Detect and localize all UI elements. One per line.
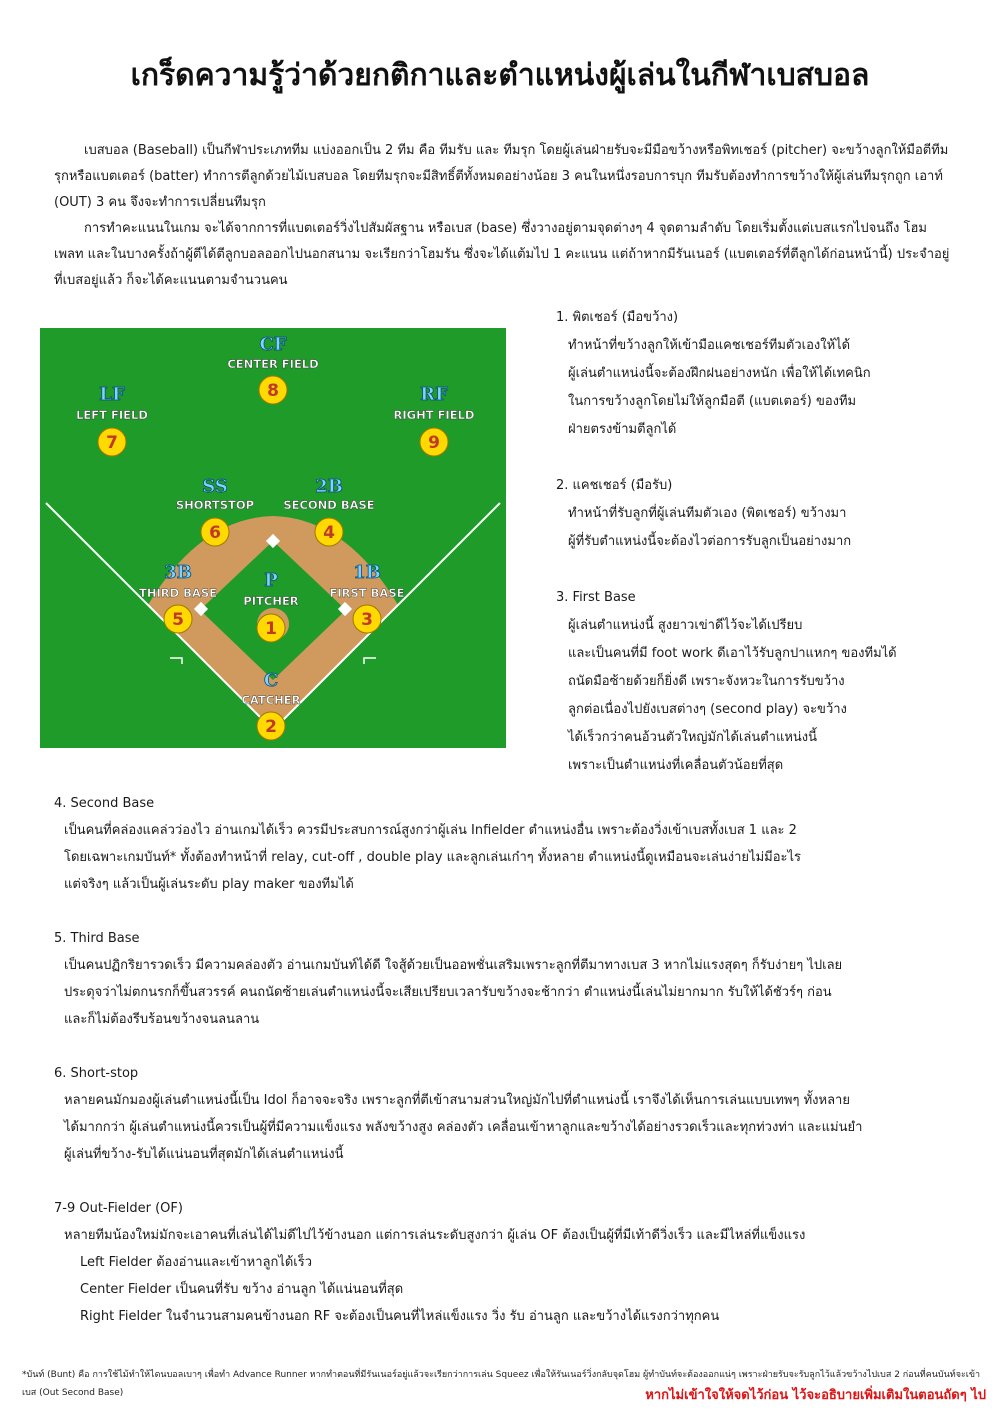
lower-position-sections <box>54 790 954 1357</box>
section-second-base <box>54 790 954 898</box>
position-label: PITCHER <box>243 594 299 608</box>
item-line: ผู้เล่นตำแหน่งนี้ สูงยาวเข่าดีไว้จะได้เปรียบ <box>568 618 803 633</box>
outfield-left: Left Fielder ต้องอ่านและเข้าหาลูกได้เร็ว <box>80 1255 313 1270</box>
footnote: *บันท์ (Bunt) คือ การใช้ไม้ทำให้ไดนบอลเบาๆ เพื่อทำ Advance Runner หากทำตอนที่มีรันเนอร์อยู่แล้วจะเรียกว่าการเล่น Squeez เพื่อให้รันเนอร์วิ่งกลับจุดโฮม ผู้ทำบันท์จะต้องออกแน่ๆ เพราะฝ่ายรับจะรับลูกไว้แล้วขว้างไปเบส 2 ก่อนที่คนบันท์จะเข้าเบส (Out Second Base) <box>22 1370 981 1398</box>
item-line: และเป็นคนที่มี foot work ดีเอาไว้รับลูกปาแหกๆ ของทีมได้ <box>568 646 897 661</box>
section-line: แต่จริงๆ แล้วเป็นผู้เล่นระดับ play maker ของทีมได้ <box>64 877 354 892</box>
position-number: 1 <box>265 619 277 639</box>
section-outfielder <box>54 1195 954 1330</box>
position-item-catcher <box>556 472 976 556</box>
item-line: ลูกต่อเนื่องไปยังเบสต่างๆ (second play) จะขว้าง <box>568 702 847 717</box>
item-line: ในการขว้างลูกโดยไม่ให้ลูกมือตี (แบตเตอร์) ของทีม <box>568 394 857 409</box>
position-abbr: SS <box>202 476 228 497</box>
section-third-base <box>54 925 954 1033</box>
section-line: และก็ไม่ต้องรีบร้อนขว้างจนลนลาน <box>64 1012 260 1027</box>
position-abbr: P <box>264 570 278 591</box>
position-number: 8 <box>267 381 279 401</box>
position-label: CATCHER <box>241 693 301 707</box>
intro-section <box>54 138 954 294</box>
right-position-list <box>556 304 976 808</box>
position-abbr: CF <box>259 334 287 355</box>
item-heading: 1. พิตเชอร์ (มือขว้าง) <box>556 310 679 325</box>
position-number: 9 <box>428 433 440 453</box>
section-heading: 4. Second Base <box>54 796 155 811</box>
position-label: SHORTSTOP <box>175 498 255 512</box>
position-label: FIRST BASE <box>329 586 405 600</box>
section-line: โดยเฉพาะเกมบันท์* ทั้งต้องทำหน้าที่ relay, cut-off , double play และลูกเล่นเก๋าๆ ทั้งหลาย ตำแหน่งนี้ดูเหมือนจะเล่นง่ายไม่มีอะไร <box>64 850 802 865</box>
item-heading: 3. First Base <box>556 590 636 605</box>
outfield-center: Center Fielder เป็นคนที่รับ ขว้าง อ่านลูก ได้แน่นอนที่สุด <box>80 1282 404 1297</box>
outfield-right: Right Fielder ในจำนวนสามคนข้างนอก RF จะต้องเป็นคนที่ไหล่แข็งแรง วิ่ง รับ อ่านลูก และขว้างได้แรงกว่าทุกคน <box>80 1309 720 1324</box>
page-title: เกร็ดความรู้ว่าด้วยกติกาและตำแหน่งผู้เล่นในกีฬาเบสบอล <box>130 58 870 93</box>
position-number: 7 <box>106 433 118 453</box>
section-heading: 6. Short-stop <box>54 1066 139 1081</box>
section-line: หลายคนมักมองผู้เล่นตำแหน่งนี้เป็น Idol ก็อาจจะจริง เพราะลูกที่ตีเข้าสนามส่วนใหญ่มักไปที่ตำแหน่งนี้ เราจึงได้เห็นการเล่นแบบเทพๆ ทั้งหลาย <box>64 1093 850 1108</box>
position-abbr: C <box>263 670 279 691</box>
item-line: ทำหน้าที่รับลูกที่ผู้เล่นทีมตัวเอง (พิตเชอร์) ขว้างมา <box>568 506 847 521</box>
section-heading: 7-9 Out-Fielder (OF) <box>54 1201 183 1216</box>
intro-paragraph: การทำคะแนนในเกม จะได้จากการที่แบตเตอร์วิ่งไปสัมผัสฐาน หรือเบส (base) ซึ่งวางอยู่ตามจุดต่างๆ 4 จุดตามลำดับ โดยเริ่มตั้งแต่เบสแรกไปจนถึง โฮมเพลท และในบางครั้งถ้าผู้ตีได้ตีลูกบอลออกไปนอกสนาม จะเรียกว่าโฮมรัน ซึ่งจะได้แต้มไป 1 คะแนน แต่ถ้าหากมีรันเนอร์ (แบตเตอร์ที่ตีลูกได้ก่อนหน้านี้) ประจำอยู่ที่เบสอยู่แล้ว ก็จะได้คะแนนตามจำนวนคน <box>54 221 950 288</box>
position-number: 4 <box>323 523 335 543</box>
section-heading: 5. Third Base <box>54 931 140 946</box>
closing-note: หากไม่เข้าใจให้จดไว้ก่อน ไว้จะอธิบายเพิ่มเติมในตอนถัดๆ ไป <box>645 1388 986 1403</box>
item-line: เพราะเป็นตำแหน่งที่เคลื่อนตัวน้อยที่สุด <box>568 758 784 773</box>
position-abbr: 1B <box>353 562 381 583</box>
position-item-first-base <box>556 584 976 780</box>
position-item-pitcher <box>556 304 976 444</box>
item-line: ถนัดมือซ้ายด้วยก็ยิ่งดี เพราะจังหวะในการรับขว้าง <box>568 674 845 689</box>
position-number: 2 <box>265 717 277 737</box>
position-label: LEFT FIELD <box>76 408 148 422</box>
section-line: หลายทีมน้องใหม่มักจะเอาคนที่เล่นได้ไม่ดีไปไว้ข้างนอก แต่การเล่นระดับสูงกว่า ผู้เล่น OF ต้องเป็นผู้ที่มีเท้าดีวิ่งเร็ว และมีไหล่ที่แข็งแรง <box>64 1228 806 1243</box>
intro-paragraph: เบสบอล (Baseball) เป็นกีฬาประเภททีม แบ่งออกเป็น 2 ทีม คือ ทีมรับ และ ทีมรุก โดยผู้เล่นฝ่ายรับจะมีมือขว้างหรือพิทเชอร์ (pitcher) จะขว้างลูกให้มือตีทีมรุกหรือแบตเตอร์ (batter) ทำการตีลูกด้วยไม้เบสบอล โดยทีมรุกจะมีสิทธิ์ตีทั้งหมดอย่างน้อย 3 คนในหนึ่งรอบการบุก ทีมรับต้องทำการขว้างให้ผู้เล่นทีมรุกถูก เอาท์ (OUT) 3 คน จึงจะทำการเปลี่ยนทีมรุก <box>54 143 949 210</box>
item-line: ฝ่ายตรงข้ามตีลูกได้ <box>568 422 677 437</box>
position-abbr: 3B <box>164 562 192 583</box>
position-abbr: LF <box>99 384 125 405</box>
item-heading: 2. แคชเชอร์ (มือรับ) <box>556 478 673 493</box>
position-number: 6 <box>209 523 221 543</box>
item-line: ทำหน้าที่ขว้างลูกให้เข้ามือแคชเชอร์ทีมตัวเองให้ได้ <box>568 338 851 353</box>
section-line: เป็นคนปฏิกริยารวดเร็ว มีความคล่องตัว อ่านเกมบันท์ได้ดี ใจสู้ด้วยเป็นออพชั่นเสริมเพราะลูกที่ตีมาทางเบส 3 หากไม่แรงสุดๆ ก็รับง่ายๆ ไปเลย <box>64 958 843 973</box>
section-line: เป็นคนที่คล่องแคล่วว่องไว อ่านเกมได้เร็ว ควรมีประสบการณ์สูงกว่าผู้เล่น Infielder ตำแหน่งอื่น เพราะต้องวิ่งเข้าเบสทั้งเบส 1 และ 2 <box>64 823 797 838</box>
position-number: 5 <box>172 610 184 630</box>
section-short-stop <box>54 1060 954 1168</box>
item-line: ผู้ที่รับตำแหน่งนี้จะต้องไวต่อการรับลูกเป็นอย่างมาก <box>568 534 852 549</box>
position-label: SECOND BASE <box>283 498 375 512</box>
position-abbr: RF <box>420 384 448 405</box>
section-line: ประดุจว่าไม่ตกนรกก็ขึ้นสวรรค์ คนถนัดซ้ายเล่นตำแหน่งนี้จะเสียเปรียบเวลารับขว้างจะช้ากว่า ตำแหน่งนี้เล่นไม่ยากมาก รับให้ได้ชัวร์ๆ ก่อน <box>64 985 832 1000</box>
section-line: ผู้เล่นที่ขว้าง-รับได้แน่นอนที่สุดมักได้เล่นตำแหน่งนี้ <box>64 1147 344 1162</box>
position-abbr: 2B <box>315 476 343 497</box>
position-number: 3 <box>361 610 373 630</box>
baseball-field-diagram <box>40 328 506 748</box>
item-line: ผู้เล่นตำแหน่งนี้จะต้องฝึกฝนอย่างหนัก เพื่อให้ได้เทคนิก <box>568 366 871 381</box>
position-label: THIRD BASE <box>139 586 217 600</box>
section-line: ได้มากกว่า ผู้เล่นตำแหน่งนี้ควรเป็นผู้ที่มีความแข็งแรง พลังขว้างสูง คล่องตัว เคลื่อนเข้าหาลูกและขว้างได้อย่างรวดเร็วและทุกท่วงท่า และแม่นยำ <box>64 1120 863 1135</box>
field-svg <box>40 328 506 748</box>
position-label: RIGHT FIELD <box>393 408 475 422</box>
position-label: CENTER FIELD <box>227 357 319 371</box>
item-line: ได้เร็วกว่าคนอ้วนตัวใหญ่มักได้เล่นตำแหน่งนี้ <box>568 730 818 745</box>
